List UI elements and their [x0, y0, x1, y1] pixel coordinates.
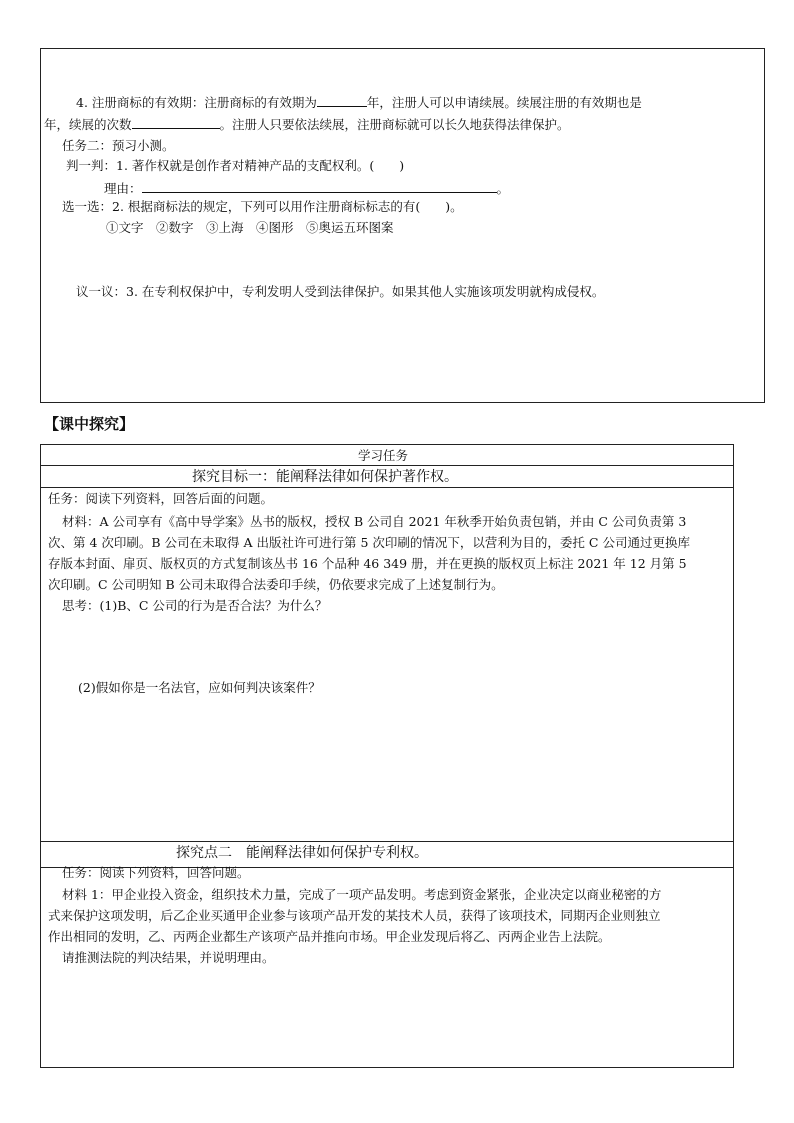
goal1-title-underline [40, 487, 734, 488]
choose-question: 选一选：2. 根据商标法的规定，下列可以用作注册商标标志的有( )。 [62, 199, 463, 214]
goal1-material-line2: 次、第 4 次印刷。B 公司在未取得 A 出版社许可进行第 5 次印刷的情况下，以营利为目的，委托 C 公司通过更换库 [48, 535, 690, 550]
goal1-task: 任务：阅读下列资料，回答后面的问题。 [48, 491, 274, 506]
q4-blank-years[interactable] [317, 94, 367, 107]
q4-line1 [76, 94, 642, 111]
goal2-ask: 请推测法院的判决结果，并说明理由。 [62, 950, 275, 965]
header-divider [40, 465, 734, 466]
task2-label: 任务二：预习小测。 [62, 138, 175, 153]
q4-blank-times[interactable] [132, 116, 220, 129]
goal1-material-line4: 次印刷。C 公司明知 B 公司未取得合法委印手续，仍依要求完成了上述复制行为。 [48, 577, 504, 592]
goal2-title: 探究点二 能阐释法律如何保护专利权。 [176, 845, 428, 861]
goal1-title: 探究目标一：能阐释法律如何保护著作权。 [192, 469, 458, 485]
goal2-material-line3: 作出相同的发明，乙、丙两企业都生产该项产品并推向市场。甲企业发现后将乙、丙两企业告上法院。 [48, 929, 611, 944]
inquiry-header: 学习任务 [358, 448, 409, 463]
reason-label: 理由： [104, 181, 142, 196]
q4-text-c: 年，续展的次数 [44, 117, 132, 132]
section-heading: 【课中探究】 [44, 415, 135, 433]
goal1-material-line3: 存版本封面、扉页、版权页的方式复制该丛书 16 个品种 46 349 册，并在更换的版权页上标注 2021 年 12 月第 5 [48, 556, 687, 571]
q4-text-d: 。注册人只要依法续展，注册商标就可以长久地获得法律保护。 [219, 117, 570, 132]
goal2-material-line1: 材料 1：甲企业投入资金，组织技术力量，完成了一项产品发明。考虑到资金紧张，企业决定以商业秘密的方 [62, 887, 662, 902]
inquiry-box [40, 444, 734, 868]
reason-blank[interactable] [142, 180, 497, 193]
discuss-question: 议一议：3. 在专利权保护中，专利发明人受到法律保护。如果其他人实施该项发明就构成侵权。 [76, 284, 605, 299]
goal2-task: 任务：阅读下列资料，回答问题。 [62, 865, 250, 880]
reason-end: 。 [496, 181, 510, 196]
q4-text-b: 年，注册人可以申请续展。续展注册的有效期也是 [366, 95, 642, 110]
q4-line2 [44, 116, 570, 133]
q4-text-a: 4. 注册商标的有效期：注册商标的有效期为 [76, 95, 317, 110]
goal2-material-line2: 式来保护这项发明，后乙企业买通甲企业参与该项产品开发的某技术人员，获得了该项技术，同期丙企业则独立 [48, 908, 661, 923]
goal1-question1: 思考：(1)B、C 公司的行为是否合法？为什么？ [62, 598, 328, 613]
reason-line [104, 180, 509, 197]
goal1-question2: (2)假如你是一名法官，应如何判决该案件？ [78, 680, 321, 695]
judge-question: 判一判：1. 著作权就是创作者对精神产品的支配权利。( ) [66, 158, 405, 173]
choose-options: ①文字 ②数字 ③上海 ④图形 ⑤奥运五环图案 [106, 220, 394, 235]
goal1-material-line1: 材料：A 公司享有《高中导学案》丛书的版权，授权 B 公司自 2021 年秋季开始负责包销，并由 C 公司负责第 3 [62, 514, 687, 529]
